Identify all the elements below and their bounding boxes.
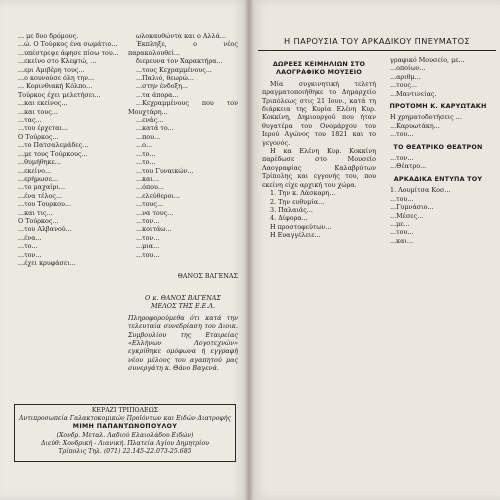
left-col1-paragraph: Τούρκος έχει μελετήσει... — [18, 90, 101, 99]
left-col1-paragraph: ...και εκείνος... — [18, 99, 68, 108]
right-col2-paragraph: ...με... — [390, 219, 410, 228]
left-column-1 — [10, 32, 122, 392]
right-col2-heading: ΤΟ ΘΕΑΤΡΙΚΟ ΘΕΑΤΡΟΝ — [393, 142, 483, 151]
left-col2-paragraph: ...τους Κεχραμμένους... — [136, 65, 212, 74]
right-col2-heading: ΑΡΚΑΔΙΚΑ ΕΝΤΥΠΑ ΤΟΥ — [393, 174, 483, 183]
right-col1-paragraph: 2. Την ευθυμία... — [270, 197, 325, 206]
left-col1-paragraph: ...τας... — [18, 116, 42, 125]
header-rule — [258, 50, 496, 51]
page-gutter — [244, 0, 254, 500]
left-col1-paragraph: ...θυμήθηκε... — [18, 158, 61, 167]
right-col2-paragraph: Η χρηματοδοτήσεις ... — [390, 113, 462, 122]
right-col2-paragraph: γραφικό Μουσείο, με... — [390, 56, 465, 64]
left-col2-paragraph: ...να τους... — [136, 208, 174, 217]
left-col2-paragraph: ...τα άπορα... — [136, 90, 179, 99]
left-col1-paragraph: ...έχει κρυφάσει... — [18, 258, 76, 267]
right-col2-paragraph: ...και... — [390, 236, 414, 245]
left-col2-paragraph: ...που... — [136, 132, 161, 141]
right-col1-paragraph: 1. Την κ. Λάσκαρη... — [270, 189, 336, 198]
right-col2-paragraph: ...Μαντινείας. — [390, 89, 437, 98]
left-col1-paragraph: ... Κορινθιακή Κόλπο... — [18, 82, 93, 91]
left-col2-paragraph: ...το... — [136, 158, 156, 167]
ad-line-2: Αντιπροσωπεία Γαλακτοκομικών Προϊόντων και Ειδών Διατροφής — [19, 415, 231, 423]
right-col2-paragraph: ...του... — [390, 194, 414, 203]
left-col2-paragraph: ...και... — [136, 174, 160, 183]
right-col1-paragraph: Η προστοφεύτων... — [270, 222, 332, 231]
left-col1-paragraph: ...ο κουνούσε όλη την... — [18, 74, 95, 83]
left-col1-paragraph: ...εκείνο στο Κλεφτώ, ... — [18, 57, 97, 66]
right-col2-paragraph: ...Μέσες... — [390, 211, 424, 220]
left-col2-paragraph: διερευνα τον Χαρακτήρα... — [136, 57, 223, 66]
advertisement-box — [14, 404, 236, 462]
left-col2-paragraph: ...Κεχραμμένους που τον Μουχτάρη... — [128, 99, 238, 116]
page-header: Η ΠΑΡΟΥΣΙΑ ΤΟΥ ΑΡΚΑΔΙΚΟΥ ΠΝΕΥΜΑΤΟΣ — [283, 36, 471, 46]
left-col2-paragraph: ...του Γυναικών... — [136, 166, 194, 175]
author-note-title: Ο κ. ΘΑΝΟΣ ΒΑΓΕΝΑΣ — [145, 294, 221, 302]
left-col1-paragraph: ... με δυο δρόμους. — [18, 32, 79, 40]
left-col1-paragraph: Ο Τούρκος... — [18, 132, 59, 141]
right-col1-paragraph: 3. Παλαιάς... — [270, 205, 313, 214]
left-col2-paragraph: ...κοιτάω... — [136, 225, 172, 234]
left-col1-paragraph: ...το μαχαίρι... — [18, 183, 66, 192]
right-col1-paragraph: Η Ευαγγέλειε... — [270, 231, 321, 240]
left-col1-paragraph: ...και τις... — [18, 208, 53, 217]
left-col1-paragraph: ...του Αλβανού... — [18, 225, 72, 234]
right-col2-paragraph: ...τον... — [390, 154, 414, 163]
left-col1-paragraph: Ο Τούρκος... — [18, 216, 59, 225]
left-col1-paragraph: ...το... — [18, 242, 38, 251]
right-col2-paragraph: ...οποίων... — [390, 64, 426, 73]
left-col1-paragraph: ...ερι Αμιβέρη τους... — [18, 65, 85, 74]
left-col2-paragraph: ωλοκαυθώντα και ο Αλλά... — [136, 32, 226, 40]
left-col1-paragraph: ...ερήμωσε... — [18, 174, 59, 183]
left-col2-paragraph: ...κατά το... — [136, 124, 174, 133]
left-column-2 — [128, 32, 238, 272]
right-col2-paragraph: ...Καρυωτάκη... — [390, 121, 440, 130]
left-col2-paragraph: ...το... — [136, 149, 156, 158]
left-col1-paragraph: ...υπέστρεψε άφησε πίσω του... — [18, 48, 119, 57]
left-col2-paragraph: ...όπου... — [136, 183, 164, 192]
left-col1-paragraph: ...ένα τέλος... — [18, 191, 63, 200]
right-col2-paragraph: 1. Λουμίτσα Κοσ... — [390, 186, 451, 195]
left-col1-paragraph: ...εκείνο... — [18, 166, 52, 175]
author-note — [128, 294, 238, 392]
left-col2-paragraph: ...τον... — [136, 233, 160, 242]
right-column-2 — [382, 56, 494, 496]
left-col1-paragraph: ...ένα... — [18, 233, 42, 242]
ad-line-5: Τρίπολις Τηλ. (071) 22.145-22.073-25.685 — [58, 448, 192, 456]
ad-line-1: ΚΕΡΑΖΙ ΤΡΙΠΟΛΕΩΣ — [91, 407, 159, 414]
author-note-body: Πληροφορούμεθα ότι κατά την τελευταία συνεδρίαση του Διοικ. Συμβουλίου της Εταιρείας «Ελλήνων Λογοτεχνών» εγκρίθηκε ομόφωνα ή εγγραφή νέου μέλους του αγαπητού μας συνεργάτη κ. Θάνο Βαγενά. — [128, 313, 238, 373]
right-col2-paragraph: ...Γυμνάσιο... — [390, 203, 434, 212]
left-col2-paragraph: ...τους... — [136, 200, 164, 209]
ad-brand: ΜΙΜΗ ΠΑΠΑΝΤΩΝΟΠΟΥΛΟΥ — [72, 423, 178, 431]
left-col2-paragraph: ...του... — [136, 250, 160, 259]
left-col1-paragraph: ...τον... — [18, 250, 42, 259]
right-col1-paragraph: 4. Δίφορα... — [270, 214, 308, 223]
right-col2-paragraph: ...τους... — [390, 81, 418, 90]
left-col2-paragraph: ...ο... — [136, 141, 153, 150]
right-col1-paragraph: Μία συγκινητική τελετή πραγματοποιήθηκε το Δημαρχείο Τριπόλεως στις 21 Ιουν., κατά τη διάρκεια της Κυρία Ελένη Κυρ. Κοκκίνη, Δημιουργού που ήταν θυγατέρα του Ονομάρχου του Ιερού Αγώνος του 1821 και το γεγονός. — [262, 79, 376, 147]
left-col2-paragraph: ...μια... — [136, 242, 160, 251]
right-col2-paragraph: ...αριθμ... — [390, 72, 421, 81]
left-col2-paragraph: ...στην ένδοξη... — [136, 82, 189, 91]
left-col1-paragraph: ...και τους... — [18, 107, 58, 116]
left-col1-paragraph: ...ώ. Ο Τούρκος ένα σωμάτιο... — [18, 40, 118, 49]
left-col2-paragraph: ...ελεύθεροι... — [136, 191, 181, 200]
right-col1-paragraph: Η κα Ελένη Κυρ. Κοκκίνη παρέδωσε στο Μουσείο Λαογραφίας Καλαβρύτων Τρίπολης και εγγονής του, που εκείνη είχε αρχική του χώρα. — [262, 147, 376, 189]
left-col1-paragraph: ...το Πατσαλεμάδες... — [18, 141, 89, 150]
ad-line-3: (Χονδρ. Μεταλ. Λαδιού Ελαιολάδου Ειδών) — [56, 431, 194, 439]
left-col2-paragraph: ...ενάς... — [136, 116, 164, 125]
author-note-subtitle: ΜΕΛΟΣ ΤΗΣ Ε.Ε.Λ. — [150, 302, 216, 311]
left-col1-paragraph: ...του έρχεται... — [18, 124, 69, 133]
left-col2-paragraph: ...Παλιό, θεωρώ... — [136, 74, 194, 83]
right-col2-paragraph: ...Θέατρο... — [390, 162, 427, 171]
right-col2-heading: ΠΡΟΤΟΜΗ Κ. ΚΑΡΥΩΤΑΚΗ — [389, 102, 487, 111]
signature-1: ΘΑΝΟΣ ΒΑΓΕΝΑΣ — [177, 272, 238, 280]
right-col1-heading: ΔΩΡΕΕΣ ΚΕΙΜΗΛΙΩΝ ΣΤΟ ΛΑΟΓΡΑΦΙΚΟ ΜΟΥΣΕΙΟ — [272, 60, 366, 77]
right-col2-paragraph: ...του... — [390, 228, 414, 237]
left-col1-paragraph: ...με τους Τούρκους... — [18, 149, 88, 158]
ad-line-4: Διεύθ: Χονδρική - Λιανική. Πλατεία Αγίου Δημητρίου — [41, 439, 209, 447]
left-col1-paragraph: ...του Τουρκου... — [18, 200, 71, 209]
right-col2-paragraph: ...του... — [390, 130, 414, 139]
left-col2-paragraph: Έκπληξε, ο νέος παρακολουθεί... — [128, 40, 238, 57]
right-column-1 — [262, 56, 376, 496]
left-col2-paragraph: ...τον... — [136, 216, 160, 225]
